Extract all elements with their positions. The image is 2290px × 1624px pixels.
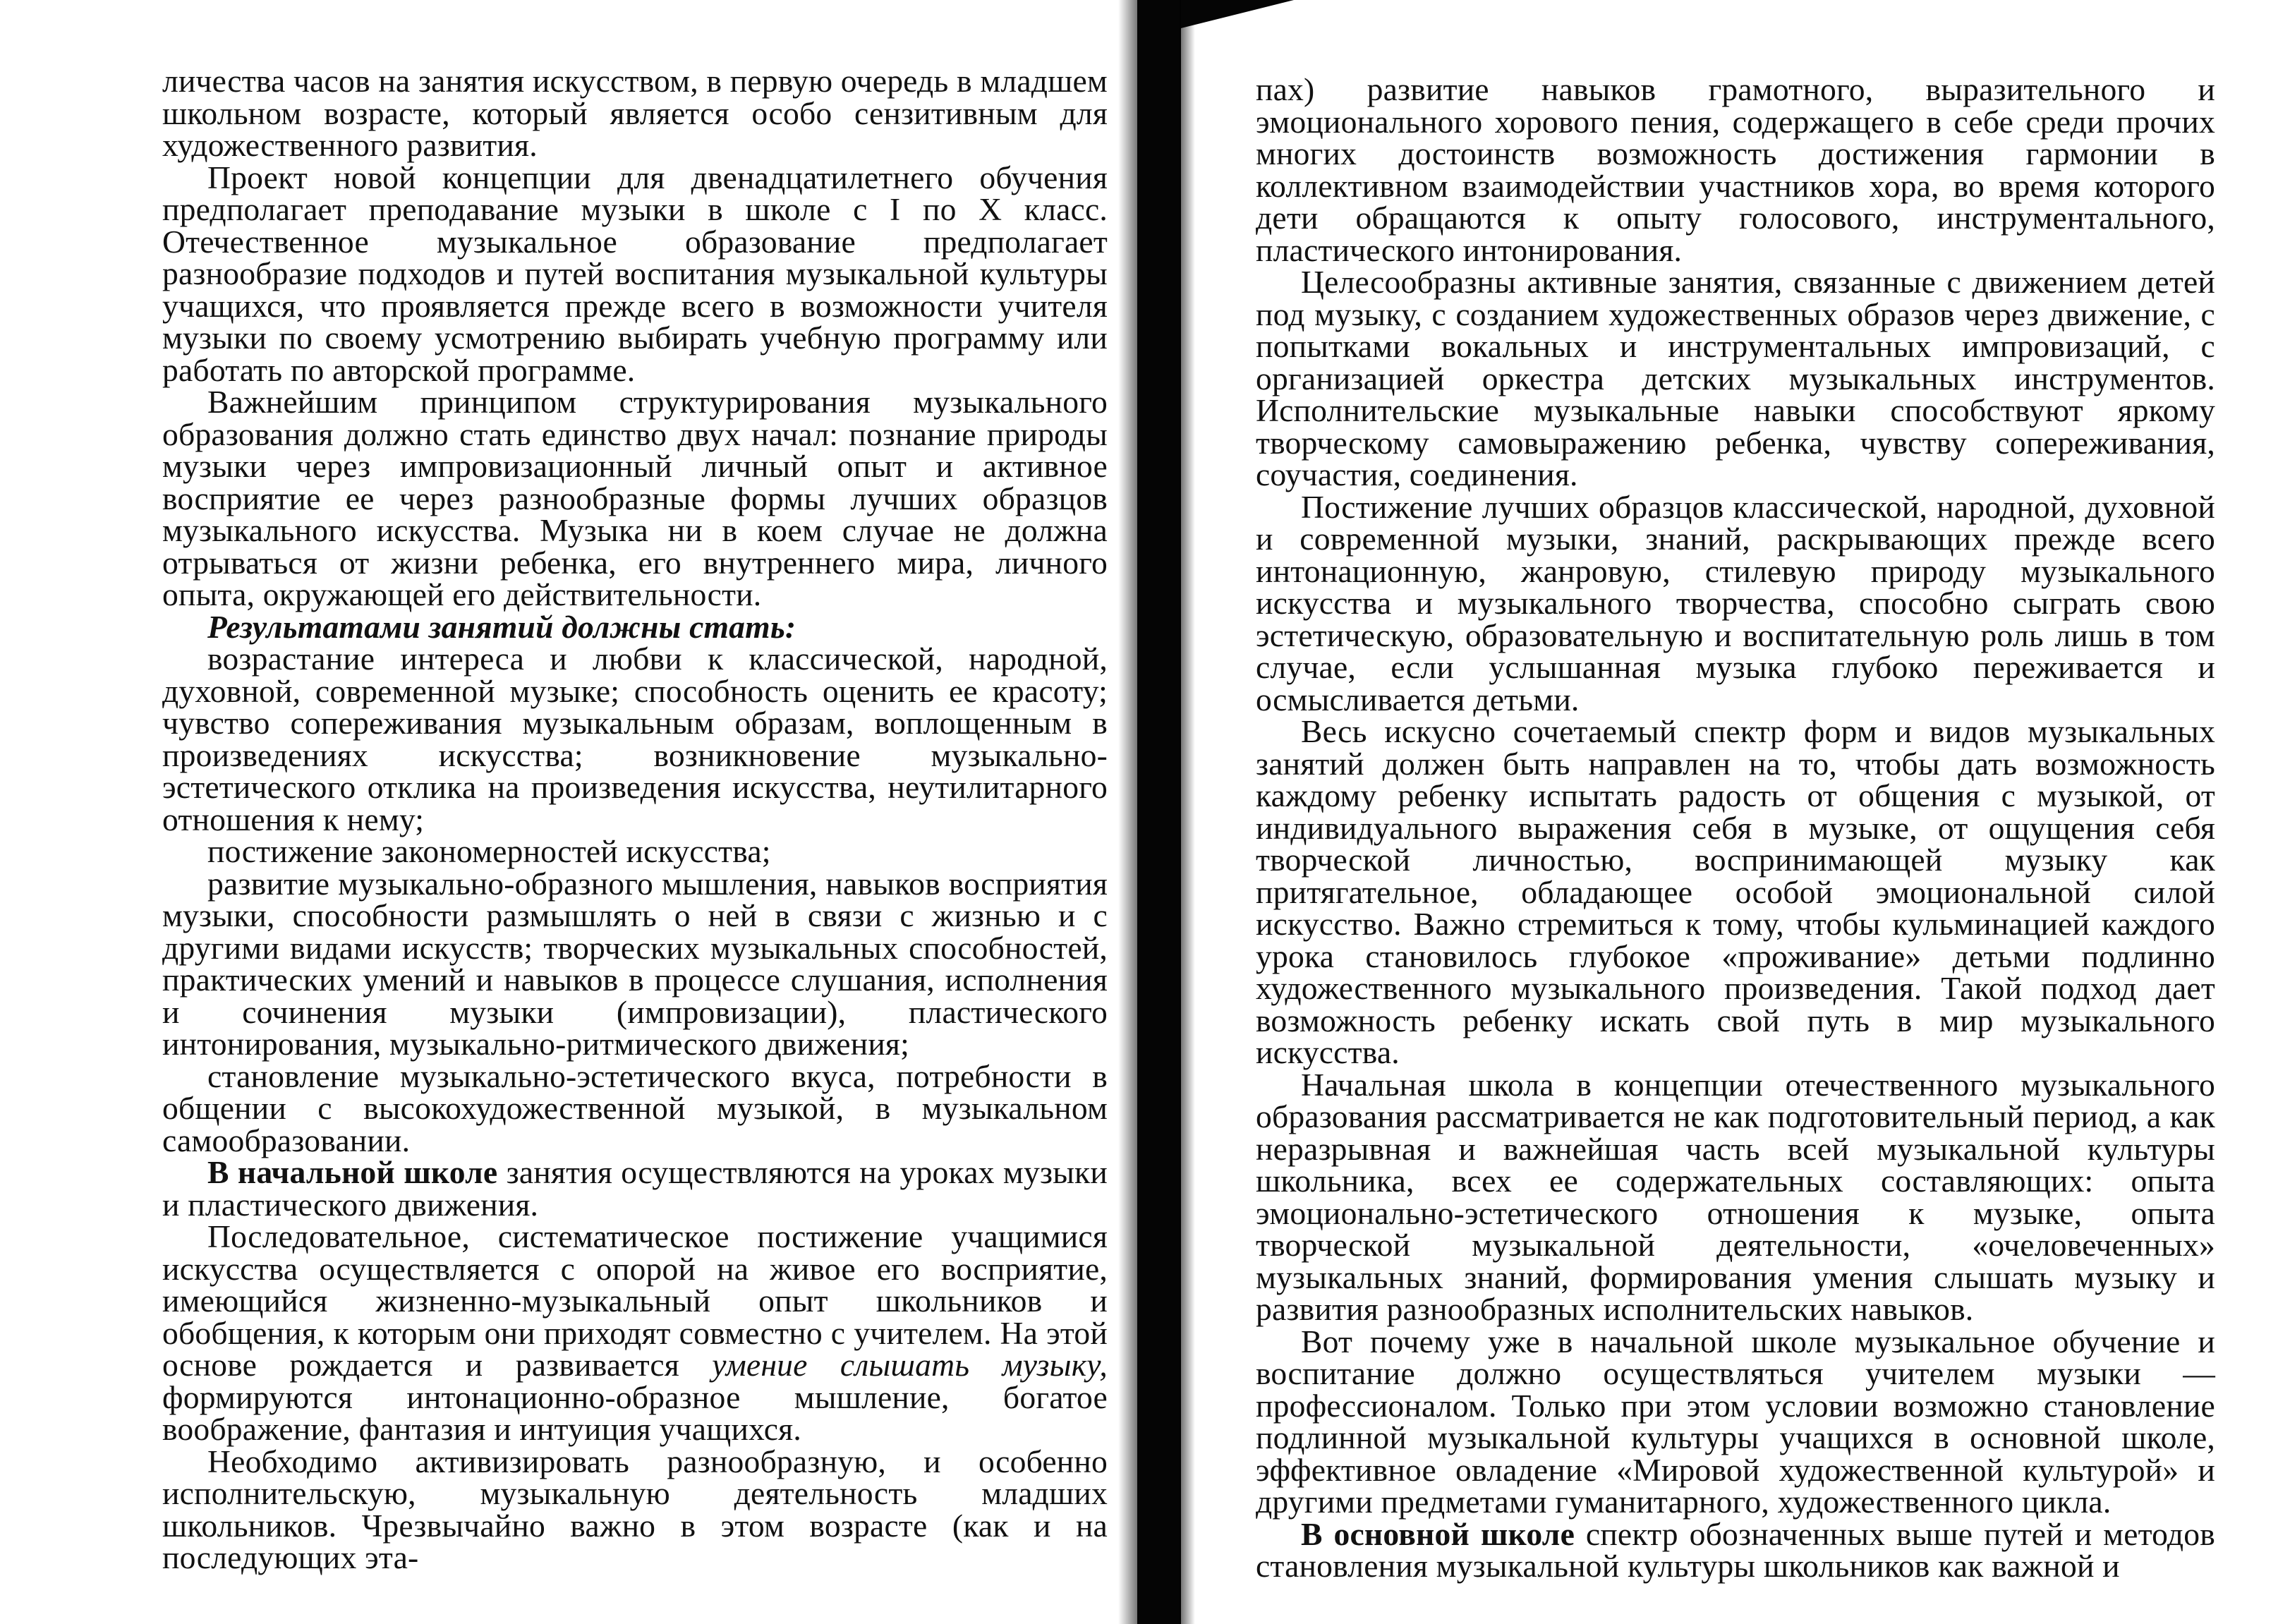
basic-school-lead: В основной школе	[1301, 1515, 1575, 1552]
left-text-column	[162, 65, 1108, 1574]
paragraph: Важнейшим принципом структурирования музыкального образования должно стать единство двух начал: познание природы музыки через импровизационный личный опыт и активное восприятие ее через разнообразные формы лучших образцов музыкального искусства. Музыка ни в коем случае не должна отрываться от жизни ребенка, его внутреннего мира, личного опыта, окружающей его действительности.	[162, 384, 1108, 612]
right-page	[1199, 0, 2290, 1624]
paragraph-text: Последовательное, систематическое постижение учащимися искусства осуществляется с опорой на живое его восприятие, имеющийся жизненно-музыкальный опыт школьников и обобщения, к которым они приходят совместно с учителем. На этой основе рождается и развивается	[162, 1218, 1108, 1383]
paragraph-text: спектр обозначенных выше путей и методов становления музыкальной культуры школьников как важной и	[1256, 1515, 2215, 1584]
right-text-column	[1256, 73, 2215, 1582]
paragraph: Вот почему уже в начальной школе музыкальное обучение и воспитание должно осуществляться учителем музыки — профессионалом. Только при этом условии возможно становление подлинной музыкальной культуры учащихся в основной школе, эффективное овладение «Мировой художественной культурой» и другими предметами гуманитарного, художественного цикла.	[1256, 1323, 2215, 1520]
list-item: становление музыкально-эстетического вкуса, потребности в общении с высокохудожественной музыкой, в музыкальном самообразовании.	[162, 1058, 1108, 1158]
left-page	[0, 0, 1143, 1624]
paragraph-text: формируются интонационно-образное мышление, богатое воображение, фантазия и интуиция учащихся.	[162, 1378, 1108, 1447]
book-gutter	[1137, 0, 1181, 1624]
paragraph	[162, 1154, 1108, 1223]
list-item: возрастание интереса и любви к классической, народной, духовной, современной музыке; способность оценить ее красоту; чувство сопереживания музыкальным образам, воплощенным в произведениях искусства; возникновение музыкально-эстетического отклика на произведения искусства, неутилитарного отношения к нему;	[162, 641, 1108, 837]
paragraph: Целесообразны активные занятия, связанные с движением детей под музыку, с созданием художественных образов через движение, с попытками вокальных и инструментальных импровизаций, с организацией оркестра детских музыкальных инструментов. Исполнительские музыкальные навыки способствуют яркому творческому самовыражению ребенка, чувству сопереживания, соучастия, соединения.	[1256, 264, 2215, 492]
gutter-shadow-right	[1180, 0, 1195, 1624]
paragraph: Весь искусно сочетаемый спектр форм и видов музыкальных занятий должен быть направлен на то, чтобы дать возможность каждому ребенку испытать радость от общения с музыкой, от индивидуального выражения себя в музыке, от ощущения себя творческой личностью, воспринимающей музыку как притягательное, обладающее особой эмоциональной силой искусство. Важно стремиться к тому, чтобы кульминацией каждого урока становилось глубокое «проживание» детьми подлинно художественного музыкального произведения. Такой подход дает возможность ребенку искать свой путь в мир музыкального искусства.	[1256, 713, 2215, 1070]
paragraph-text: занятия осуществляются на уроках музыки и пластического движения.	[162, 1154, 1108, 1223]
paragraph: личества часов на занятия искусством, в первую очередь в младшем школьном возрасте, который является особо сензитивным для художественного развития.	[162, 63, 1108, 163]
italic-emphasis: умение слышать музыку,	[712, 1347, 1108, 1383]
primary-school-lead: В начальной школе	[207, 1154, 498, 1190]
paragraph: пах) развитие навыков грамотного, выразительного и эмоционального хорового пения, содержащего в себе среди прочих многих достоинств возможность достижения гармонии в коллективном взаимодействии участников хора, во время которого дети обращаются к опыту голосового, инструментального, пластического интонирования.	[1256, 71, 2215, 268]
paragraph: Начальная школа в концепции отечественного музыкального образования рассматривается не как подготовительный период, а как неразрывная и важнейшая часть всей музыкальной культуры школьника, всех ее содержательных составляющих: опыта эмоционально-эстетического отношения к музыке, опыта творческой музыкальной деятельности, «очеловеченных» музыкальных знаний, формирования умения слышать музыку и развития разнообразных исполнительских навыков.	[1256, 1066, 2215, 1327]
list-item: развитие музыкально-образного мышления, навыков восприятия музыки, способности размышлять о ней в связи с жизнью и с другими видами искусств; творческих музыкальных способностей, практических умений и навыков в процессе слушания, исполнения и сочинения музыки (импровизации), пластического интонирования, музыкально-ритмического движения;	[162, 865, 1108, 1062]
paragraph: Необходимо активизировать разнообразную, и особенно исполнительскую, музыкальную деятельность младших школьников. Чрезвычайно важно в этом возрасте (как и на последующих эта-	[162, 1443, 1108, 1575]
paragraph	[1256, 1515, 2215, 1584]
gutter-shadow-left	[1118, 0, 1138, 1624]
paragraph	[162, 1220, 1108, 1446]
paragraph: Постижение лучших образцов классической, народной, духовной и современной музыки, знаний, раскрывающих прежде всего интонационную, жанровую, стилевую природу музыкального искусства и музыкального творчества, способно сыграть свою эстетическую, образовательную и воспитательную роль лишь в том случае, если услышанная музыка глубоко переживается и осмысливается детьми.	[1256, 488, 2215, 717]
list-item: постижение закономерностей искусства;	[207, 833, 771, 869]
results-heading	[162, 608, 1108, 645]
results-heading-text: Результатами занятий должны стать:	[207, 608, 796, 645]
paragraph: Проект новой концепции для двенадцатилетнего обучения предполагает преподавание музыки в школе с I по X класс. Отечественное музыкальное образование предполагает разнообразие подходов и путей воспитания музыкальной культуры учащихся, что проявляется прежде всего в возможности учителя музыки по своему усмотрению выбирать учебную программу или работать по авторской программе.	[162, 159, 1108, 388]
